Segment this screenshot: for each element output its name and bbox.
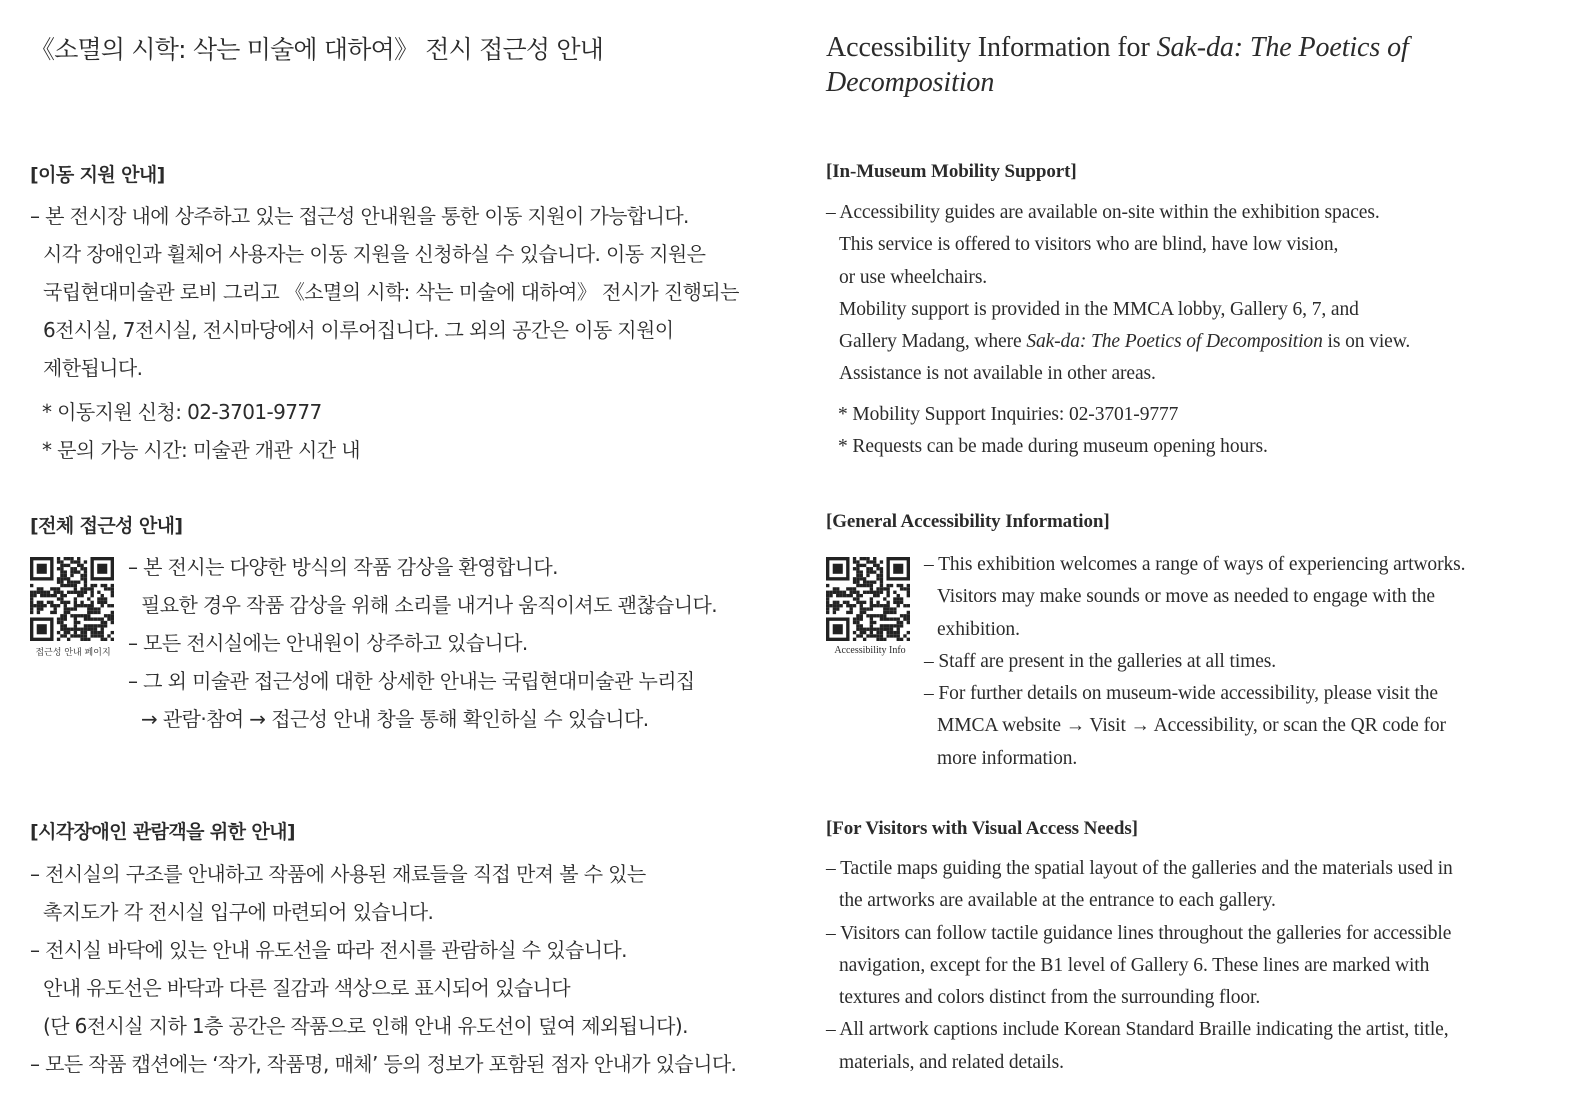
paragraph-line: → 관람·참여 → 접근성 안내 창을 통해 확인하실 수 있습니다. xyxy=(141,707,649,731)
english-qr-code[interactable] xyxy=(826,557,914,656)
korean-general-heading: [전체 접근성 안내] xyxy=(30,515,183,537)
bullet-note: * Requests can be made during museum opening hours. xyxy=(838,436,1268,458)
line-text: Gallery Madang, where xyxy=(839,331,1027,353)
title-exhibition-name-cont: Decomposition xyxy=(826,67,995,98)
korean-title: 《소멸의 시학: 삭는 미술에 대하여》 전시 접근성 안내 xyxy=(30,35,604,64)
qr-code-icon xyxy=(826,557,910,641)
qr-caption: Accessibility Info xyxy=(834,645,906,656)
bullet-note: * 이동지원 신청: 02-3701-9777 xyxy=(42,400,322,424)
paragraph-line: – This exhibition welcomes a range of ways of experiencing artworks. xyxy=(924,554,1466,575)
paragraph-line: 국립현대미술관 로비 그리고 《소멸의 시학: 삭는 미술에 대하여》 전시가 진행되는 xyxy=(43,280,739,304)
paragraph-line: 안내 유도선은 바닥과 다른 질감과 색상으로 표시되어 있습니다 xyxy=(43,976,571,1000)
paragraph-line: – For further details on museum-wide accessibility, please visit the xyxy=(924,683,1438,705)
paragraph-line: 시각 장애인과 휠체어 사용자는 이동 지원을 신청하실 수 있습니다. 이동 지원은 xyxy=(43,242,706,266)
paragraph-line: textures and colors distinct from the surrounding floor. xyxy=(839,987,1261,1009)
english-visual-body xyxy=(826,853,1453,1079)
paragraph-line: – Visitors can follow tactile guidance lines throughout the galleries for accessible xyxy=(826,922,1452,944)
paragraph-line: – 본 전시장 내에 상주하고 있는 접근성 안내원을 통한 이동 지원이 가능합니다. xyxy=(30,204,689,228)
paragraph-line: Assistance is not available in other areas. xyxy=(839,363,1156,385)
qr-caption: 접근성 안내 페이지 xyxy=(35,648,111,658)
paragraph-line xyxy=(826,326,1410,358)
english-mobility-heading: [In-Museum Mobility Support] xyxy=(826,161,1077,182)
paragraph-line: – Tactile maps guiding the spatial layout of the galleries and the materials used in xyxy=(826,858,1453,879)
paragraph-line: – 본 전시는 다양한 방식의 작품 감상을 환영합니다. xyxy=(128,555,558,579)
paragraph-line: materials, and related details. xyxy=(839,1051,1064,1073)
paragraph-line: – All artwork captions include Korean Standard Braille indicating the artist, title, xyxy=(826,1019,1449,1041)
paragraph-line: or use wheelchairs. xyxy=(839,266,988,288)
paragraph-line: – Staff are present in the galleries at all times. xyxy=(924,650,1277,672)
paragraph-line: 제한됩니다. xyxy=(43,356,143,380)
title-exhibition-name: Sak-da: The Poetics of xyxy=(1156,32,1409,63)
paragraph-line: exhibition. xyxy=(937,618,1020,640)
korean-mobility-body xyxy=(30,197,739,469)
paragraph-line: Visitors may make sounds or move as needed to engage with the xyxy=(937,586,1435,608)
title-prefix: Accessibility Information for xyxy=(826,32,1157,63)
english-visual-heading: [For Visitors with Visual Access Needs] xyxy=(826,818,1138,839)
paragraph-line: – 전시실 바닥에 있는 안내 유도선을 따라 전시를 관람하실 수 있습니다. xyxy=(30,938,627,962)
paragraph-line: the artworks are available at the entrance to each gallery. xyxy=(839,890,1276,912)
exhibition-name: Sak-da: The Poetics of Decomposition xyxy=(1026,331,1323,353)
paragraph-line: This service is offered to visitors who are blind, have low vision, xyxy=(839,234,1339,256)
english-general-heading: [General Accessibility Information] xyxy=(826,511,1110,532)
qr-code-icon xyxy=(30,557,114,641)
korean-visual-heading: [시각장애인 관람객을 위한 안내] xyxy=(30,821,296,843)
paragraph-line: 촉지도가 각 전시실 입구에 마련되어 있습니다. xyxy=(43,900,434,924)
paragraph-line: – 전시실의 구조를 안내하고 작품에 사용된 재료들을 직접 만져 볼 수 있는 xyxy=(30,862,646,886)
korean-qr-code[interactable] xyxy=(30,557,116,658)
english-mobility-body xyxy=(826,197,1410,463)
paragraph-line: 필요한 경우 작품 감상을 위해 소리를 내거나 움직이셔도 괜찮습니다. xyxy=(141,593,717,617)
paragraph-line: 6전시실, 7전시실, 전시마당에서 이루어집니다. 그 외의 공간은 이동 지원이 xyxy=(43,318,674,342)
paragraph-line: – 모든 전시실에는 안내원이 상주하고 있습니다. xyxy=(128,631,528,655)
bullet-note: * 문의 가능 시간: 미술관 개관 시간 내 xyxy=(42,438,360,462)
korean-mobility-heading: [이동 지원 안내] xyxy=(30,164,165,186)
paragraph-line: (단 6전시실 지하 1층 공간은 작품으로 인해 안내 유도선이 덮여 제외됩니다). xyxy=(43,1014,688,1038)
paragraph-line: Mobility support is provided in the MMCA lobby, Gallery 6, 7, and xyxy=(839,298,1359,320)
korean-general-body xyxy=(128,548,717,738)
paragraph-line: MMCA website → Visit → Accessibility, or scan the QR code for xyxy=(937,715,1446,737)
korean-visual-body xyxy=(30,855,736,1083)
paragraph-line: more information. xyxy=(937,747,1078,769)
line-text: is on view. xyxy=(1322,331,1411,353)
paragraph-line: – 그 외 미술관 접근성에 대한 상세한 안내는 국립현대미술관 누리집 xyxy=(128,669,695,693)
paragraph-line: navigation, except for the B1 level of Gallery 6. These lines are marked with xyxy=(839,954,1430,976)
english-general-body xyxy=(924,549,1465,775)
paragraph-line: – 모든 작품 캡션에는 ‘작가, 작품명, 매체’ 등의 정보가 포함된 점자 안내가 있습니다. xyxy=(30,1052,737,1076)
english-title xyxy=(826,30,1546,100)
paragraph-line: – Accessibility guides are available on-site within the exhibition spaces. xyxy=(826,202,1380,223)
bullet-note: * Mobility Support Inquiries: 02-3701-9777 xyxy=(838,403,1179,425)
